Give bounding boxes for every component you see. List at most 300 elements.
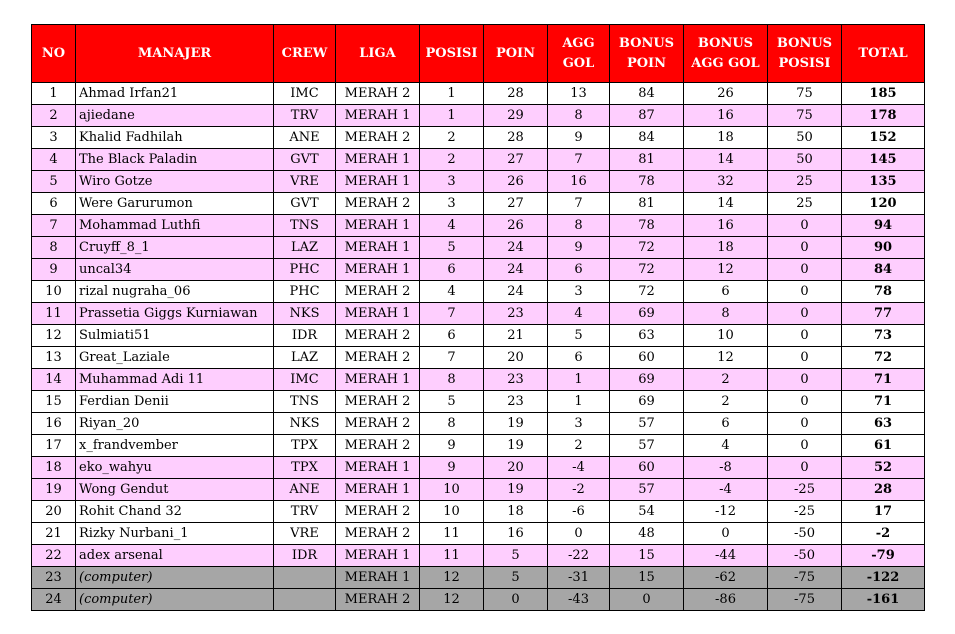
cell-posisi: 4 (420, 215, 484, 237)
cell-total: 77 (842, 303, 925, 325)
cell-bonus-agg-gol: 6 (684, 413, 768, 435)
cell-bonus-posisi: 25 (768, 193, 842, 215)
header-bonus-agg-gol: BONUS AGG GOL (684, 25, 768, 83)
cell-poin: 29 (484, 105, 548, 127)
cell-liga: MERAH 1 (336, 105, 420, 127)
cell-no: 5 (32, 171, 76, 193)
cell-liga: MERAH 1 (336, 545, 420, 567)
table-row (32, 149, 925, 171)
cell-posisi: 10 (420, 479, 484, 501)
cell-crew: IDR (274, 325, 336, 347)
cell-total: 73 (842, 325, 925, 347)
cell-manajer: Cruyff_8_1 (76, 237, 274, 259)
cell-bonus-agg-gol: -8 (684, 457, 768, 479)
cell-bonus-poin: 60 (610, 347, 684, 369)
cell-posisi: 3 (420, 193, 484, 215)
cell-bonus-posisi: 0 (768, 369, 842, 391)
cell-crew: PHC (274, 281, 336, 303)
cell-posisi: 7 (420, 303, 484, 325)
cell-crew: VRE (274, 523, 336, 545)
table-row (32, 127, 925, 149)
cell-bonus-poin: 69 (610, 303, 684, 325)
cell-bonus-posisi: 0 (768, 325, 842, 347)
cell-bonus-poin: 57 (610, 479, 684, 501)
cell-total: 84 (842, 259, 925, 281)
cell-crew: NKS (274, 413, 336, 435)
cell-liga: MERAH 1 (336, 171, 420, 193)
standings-table (31, 24, 925, 611)
cell-agg-gol: 2 (548, 435, 610, 457)
cell-bonus-poin: 15 (610, 567, 684, 589)
cell-bonus-agg-gol: 12 (684, 347, 768, 369)
cell-manajer: Prassetia Giggs Kurniawan (76, 303, 274, 325)
cell-manajer: Ferdian Denii (76, 391, 274, 413)
cell-liga: MERAH 2 (336, 501, 420, 523)
cell-bonus-posisi: 0 (768, 237, 842, 259)
cell-crew: IDR (274, 545, 336, 567)
cell-crew: ANE (274, 127, 336, 149)
table-row (32, 325, 925, 347)
cell-bonus-agg-gol: 8 (684, 303, 768, 325)
cell-liga: MERAH 2 (336, 127, 420, 149)
cell-posisi: 2 (420, 149, 484, 171)
cell-posisi: 5 (420, 237, 484, 259)
cell-liga: MERAH 1 (336, 479, 420, 501)
cell-manajer: x_frandvember (76, 435, 274, 457)
cell-bonus-posisi: 25 (768, 171, 842, 193)
cell-bonus-poin: 15 (610, 545, 684, 567)
cell-posisi: 8 (420, 369, 484, 391)
cell-bonus-posisi: 0 (768, 435, 842, 457)
cell-no: 19 (32, 479, 76, 501)
cell-poin: 24 (484, 281, 548, 303)
cell-liga: MERAH 2 (336, 281, 420, 303)
cell-poin: 20 (484, 457, 548, 479)
header-total: TOTAL (842, 25, 925, 83)
cell-liga: MERAH 1 (336, 237, 420, 259)
cell-manajer: Ahmad Irfan21 (76, 83, 274, 105)
cell-liga: MERAH 2 (336, 413, 420, 435)
cell-no: 12 (32, 325, 76, 347)
cell-liga: MERAH 2 (336, 347, 420, 369)
cell-bonus-agg-gol: -4 (684, 479, 768, 501)
cell-bonus-posisi: 0 (768, 413, 842, 435)
cell-no: 4 (32, 149, 76, 171)
cell-bonus-posisi: 50 (768, 127, 842, 149)
table-row (32, 193, 925, 215)
cell-bonus-agg-gol: 0 (684, 523, 768, 545)
cell-no: 16 (32, 413, 76, 435)
cell-poin: 19 (484, 435, 548, 457)
cell-no: 15 (32, 391, 76, 413)
cell-crew: PHC (274, 259, 336, 281)
cell-no: 24 (32, 589, 76, 611)
cell-agg-gol: 6 (548, 347, 610, 369)
cell-poin: 19 (484, 413, 548, 435)
header-bonus-posisi: BONUS POSISI (768, 25, 842, 83)
cell-bonus-poin: 81 (610, 149, 684, 171)
cell-total: 135 (842, 171, 925, 193)
cell-manajer: Riyan_20 (76, 413, 274, 435)
cell-poin: 24 (484, 237, 548, 259)
cell-agg-gol: 3 (548, 413, 610, 435)
table-row (32, 105, 925, 127)
table-row (32, 215, 925, 237)
cell-bonus-posisi: 75 (768, 83, 842, 105)
cell-poin: 21 (484, 325, 548, 347)
cell-posisi: 1 (420, 83, 484, 105)
cell-bonus-posisi: -75 (768, 589, 842, 611)
cell-total: -79 (842, 545, 925, 567)
cell-posisi: 4 (420, 281, 484, 303)
cell-poin: 28 (484, 83, 548, 105)
cell-total: 72 (842, 347, 925, 369)
cell-crew: IMC (274, 83, 336, 105)
cell-agg-gol: 3 (548, 281, 610, 303)
cell-posisi: 11 (420, 545, 484, 567)
cell-bonus-agg-gol: 14 (684, 149, 768, 171)
table-row (32, 391, 925, 413)
cell-liga: MERAH 2 (336, 435, 420, 457)
cell-manajer: Mohammad Luthfi (76, 215, 274, 237)
cell-bonus-posisi: 75 (768, 105, 842, 127)
cell-bonus-agg-gol: -12 (684, 501, 768, 523)
cell-agg-gol: -2 (548, 479, 610, 501)
cell-no: 3 (32, 127, 76, 149)
cell-agg-gol: -43 (548, 589, 610, 611)
cell-manajer: Wong Gendut (76, 479, 274, 501)
cell-manajer: rizal nugraha_06 (76, 281, 274, 303)
cell-agg-gol: 9 (548, 127, 610, 149)
cell-bonus-posisi: -50 (768, 523, 842, 545)
table-row (32, 457, 925, 479)
cell-total: 61 (842, 435, 925, 457)
cell-bonus-agg-gol: 18 (684, 127, 768, 149)
cell-crew: LAZ (274, 347, 336, 369)
table-row (32, 171, 925, 193)
table-row (32, 435, 925, 457)
cell-manajer: Muhammad Adi 11 (76, 369, 274, 391)
cell-bonus-poin: 78 (610, 215, 684, 237)
cell-crew: GVT (274, 149, 336, 171)
cell-liga: MERAH 2 (336, 523, 420, 545)
cell-poin: 27 (484, 193, 548, 215)
cell-posisi: 3 (420, 171, 484, 193)
cell-total: 28 (842, 479, 925, 501)
cell-bonus-poin: 78 (610, 171, 684, 193)
cell-bonus-posisi: 50 (768, 149, 842, 171)
cell-bonus-poin: 0 (610, 589, 684, 611)
cell-bonus-agg-gol: 26 (684, 83, 768, 105)
cell-manajer: uncal34 (76, 259, 274, 281)
cell-manajer: adex arsenal (76, 545, 274, 567)
cell-bonus-posisi: 0 (768, 281, 842, 303)
cell-total: 152 (842, 127, 925, 149)
table-row (32, 567, 925, 589)
cell-bonus-agg-gol: 18 (684, 237, 768, 259)
cell-poin: 23 (484, 391, 548, 413)
cell-manajer: (computer) (76, 567, 274, 589)
cell-no: 11 (32, 303, 76, 325)
cell-no: 7 (32, 215, 76, 237)
table-row (32, 83, 925, 105)
cell-no: 9 (32, 259, 76, 281)
cell-bonus-poin: 72 (610, 237, 684, 259)
cell-bonus-agg-gol: -44 (684, 545, 768, 567)
cell-total: 94 (842, 215, 925, 237)
cell-bonus-poin: 84 (610, 127, 684, 149)
cell-crew (274, 589, 336, 611)
cell-posisi: 10 (420, 501, 484, 523)
cell-agg-gol: 6 (548, 259, 610, 281)
cell-no: 20 (32, 501, 76, 523)
cell-bonus-posisi: 0 (768, 215, 842, 237)
header-liga: LIGA (336, 25, 420, 83)
cell-agg-gol: 0 (548, 523, 610, 545)
cell-liga: MERAH 2 (336, 391, 420, 413)
cell-manajer: Wiro Gotze (76, 171, 274, 193)
header-agg-gol: AGG GOL (548, 25, 610, 83)
table-row (32, 479, 925, 501)
cell-agg-gol: 5 (548, 325, 610, 347)
cell-bonus-posisi: 0 (768, 259, 842, 281)
cell-total: 52 (842, 457, 925, 479)
cell-crew (274, 567, 336, 589)
cell-manajer: eko_wahyu (76, 457, 274, 479)
cell-bonus-poin: 81 (610, 193, 684, 215)
cell-posisi: 9 (420, 457, 484, 479)
table-row (32, 347, 925, 369)
table-row (32, 501, 925, 523)
cell-total: 178 (842, 105, 925, 127)
cell-bonus-agg-gol: -86 (684, 589, 768, 611)
cell-no: 6 (32, 193, 76, 215)
cell-posisi: 1 (420, 105, 484, 127)
cell-bonus-poin: 69 (610, 391, 684, 413)
cell-manajer: (computer) (76, 589, 274, 611)
cell-total: 71 (842, 391, 925, 413)
header-posisi: POSISI (420, 25, 484, 83)
cell-agg-gol: 16 (548, 171, 610, 193)
cell-bonus-poin: 57 (610, 413, 684, 435)
cell-bonus-posisi: -25 (768, 479, 842, 501)
cell-liga: MERAH 2 (336, 193, 420, 215)
cell-liga: MERAH 1 (336, 303, 420, 325)
cell-bonus-agg-gol: 16 (684, 215, 768, 237)
cell-manajer: Rohit Chand 32 (76, 501, 274, 523)
cell-total: -161 (842, 589, 925, 611)
table-row (32, 237, 925, 259)
cell-total: 17 (842, 501, 925, 523)
cell-poin: 5 (484, 545, 548, 567)
cell-posisi: 6 (420, 259, 484, 281)
cell-no: 8 (32, 237, 76, 259)
cell-agg-gol: 8 (548, 215, 610, 237)
cell-agg-gol: 1 (548, 369, 610, 391)
cell-liga: MERAH 2 (336, 325, 420, 347)
cell-posisi: 7 (420, 347, 484, 369)
cell-no: 21 (32, 523, 76, 545)
cell-bonus-agg-gol: 2 (684, 369, 768, 391)
cell-total: -122 (842, 567, 925, 589)
cell-crew: TNS (274, 215, 336, 237)
cell-agg-gol: -31 (548, 567, 610, 589)
cell-bonus-posisi: -75 (768, 567, 842, 589)
cell-no: 17 (32, 435, 76, 457)
cell-no: 14 (32, 369, 76, 391)
cell-bonus-posisi: 0 (768, 347, 842, 369)
cell-crew: LAZ (274, 237, 336, 259)
cell-crew: TPX (274, 457, 336, 479)
cell-manajer: Sulmiati51 (76, 325, 274, 347)
cell-bonus-agg-gol: 10 (684, 325, 768, 347)
cell-total: 78 (842, 281, 925, 303)
cell-crew: ANE (274, 479, 336, 501)
cell-total: 145 (842, 149, 925, 171)
cell-poin: 27 (484, 149, 548, 171)
cell-manajer: ajiedane (76, 105, 274, 127)
header-row (32, 25, 925, 83)
cell-posisi: 2 (420, 127, 484, 149)
cell-bonus-poin: 54 (610, 501, 684, 523)
cell-bonus-poin: 63 (610, 325, 684, 347)
cell-bonus-poin: 84 (610, 83, 684, 105)
cell-liga: MERAH 2 (336, 83, 420, 105)
cell-crew: TPX (274, 435, 336, 457)
cell-liga: MERAH 1 (336, 149, 420, 171)
cell-manajer: Khalid Fadhilah (76, 127, 274, 149)
cell-agg-gol: 4 (548, 303, 610, 325)
header-manajer: MANAJER (76, 25, 274, 83)
cell-poin: 19 (484, 479, 548, 501)
cell-no: 18 (32, 457, 76, 479)
table-header (32, 25, 925, 83)
cell-poin: 23 (484, 303, 548, 325)
table-row (32, 413, 925, 435)
cell-crew: TRV (274, 501, 336, 523)
cell-total: 185 (842, 83, 925, 105)
cell-bonus-agg-gol: 6 (684, 281, 768, 303)
table-row (32, 369, 925, 391)
table-row (32, 259, 925, 281)
cell-poin: 26 (484, 171, 548, 193)
cell-posisi: 8 (420, 413, 484, 435)
table-row (32, 523, 925, 545)
table-row (32, 303, 925, 325)
cell-liga: MERAH 1 (336, 567, 420, 589)
cell-poin: 16 (484, 523, 548, 545)
cell-bonus-poin: 57 (610, 435, 684, 457)
cell-bonus-agg-gol: 4 (684, 435, 768, 457)
cell-no: 1 (32, 83, 76, 105)
cell-agg-gol: 1 (548, 391, 610, 413)
cell-poin: 24 (484, 259, 548, 281)
cell-crew: VRE (274, 171, 336, 193)
cell-bonus-posisi: 0 (768, 391, 842, 413)
cell-bonus-poin: 60 (610, 457, 684, 479)
cell-agg-gol: -6 (548, 501, 610, 523)
table-body (32, 83, 925, 611)
cell-bonus-agg-gol: 32 (684, 171, 768, 193)
header-no: NO (32, 25, 76, 83)
cell-agg-gol: 13 (548, 83, 610, 105)
header-bonus-poin: BONUS POIN (610, 25, 684, 83)
cell-crew: NKS (274, 303, 336, 325)
cell-total: 120 (842, 193, 925, 215)
cell-manajer: The Black Paladin (76, 149, 274, 171)
cell-bonus-posisi: -25 (768, 501, 842, 523)
cell-total: 63 (842, 413, 925, 435)
cell-bonus-agg-gol: 2 (684, 391, 768, 413)
cell-no: 13 (32, 347, 76, 369)
cell-total: 90 (842, 237, 925, 259)
cell-bonus-agg-gol: 12 (684, 259, 768, 281)
cell-posisi: 12 (420, 567, 484, 589)
cell-agg-gol: 7 (548, 149, 610, 171)
cell-liga: MERAH 1 (336, 457, 420, 479)
cell-total: -2 (842, 523, 925, 545)
cell-posisi: 9 (420, 435, 484, 457)
cell-bonus-agg-gol: -62 (684, 567, 768, 589)
cell-manajer: Rizky Nurbani_1 (76, 523, 274, 545)
cell-agg-gol: 9 (548, 237, 610, 259)
header-poin: POIN (484, 25, 548, 83)
cell-bonus-poin: 48 (610, 523, 684, 545)
cell-poin: 28 (484, 127, 548, 149)
cell-bonus-poin: 72 (610, 281, 684, 303)
cell-bonus-agg-gol: 16 (684, 105, 768, 127)
table-row (32, 281, 925, 303)
cell-manajer: Were Garurumon (76, 193, 274, 215)
table-row (32, 545, 925, 567)
cell-bonus-poin: 72 (610, 259, 684, 281)
cell-posisi: 12 (420, 589, 484, 611)
cell-no: 10 (32, 281, 76, 303)
cell-liga: MERAH 2 (336, 589, 420, 611)
cell-poin: 20 (484, 347, 548, 369)
cell-bonus-posisi: 0 (768, 303, 842, 325)
cell-no: 23 (32, 567, 76, 589)
cell-crew: IMC (274, 369, 336, 391)
cell-total: 71 (842, 369, 925, 391)
cell-posisi: 6 (420, 325, 484, 347)
cell-posisi: 11 (420, 523, 484, 545)
cell-crew: TNS (274, 391, 336, 413)
cell-agg-gol: -22 (548, 545, 610, 567)
cell-liga: MERAH 1 (336, 259, 420, 281)
cell-manajer: Great_Laziale (76, 347, 274, 369)
cell-bonus-poin: 87 (610, 105, 684, 127)
cell-liga: MERAH 1 (336, 369, 420, 391)
cell-agg-gol: 7 (548, 193, 610, 215)
cell-poin: 23 (484, 369, 548, 391)
cell-bonus-posisi: -50 (768, 545, 842, 567)
header-crew: CREW (274, 25, 336, 83)
cell-poin: 18 (484, 501, 548, 523)
cell-no: 2 (32, 105, 76, 127)
cell-posisi: 5 (420, 391, 484, 413)
cell-no: 22 (32, 545, 76, 567)
cell-bonus-poin: 69 (610, 369, 684, 391)
cell-agg-gol: -4 (548, 457, 610, 479)
cell-crew: TRV (274, 105, 336, 127)
cell-poin: 26 (484, 215, 548, 237)
cell-poin: 0 (484, 589, 548, 611)
cell-bonus-posisi: 0 (768, 457, 842, 479)
table-row (32, 589, 925, 611)
cell-liga: MERAH 1 (336, 215, 420, 237)
cell-poin: 5 (484, 567, 548, 589)
